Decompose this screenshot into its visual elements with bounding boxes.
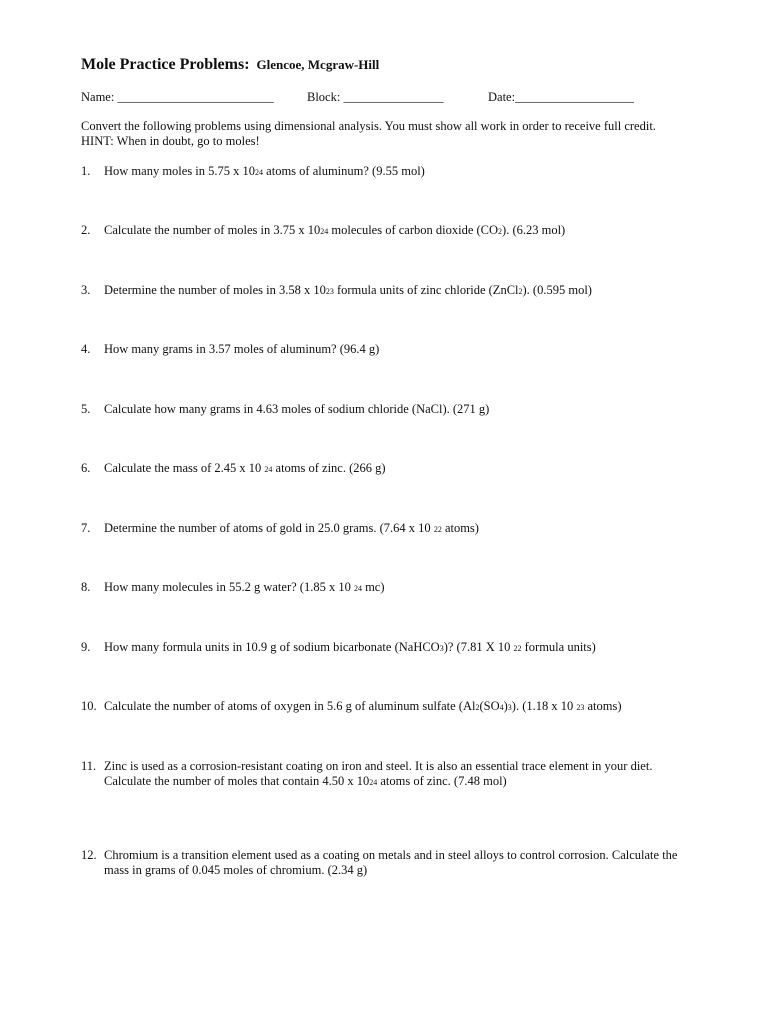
problem-text: Calculate how many grams in 4.63 moles of sodium chloride (NaCl). (271 g) bbox=[104, 402, 490, 416]
problem-number: 3. bbox=[81, 283, 91, 297]
problem-text: How many molecules in 55.2 g water? (1.85 x 10 24 mc) bbox=[104, 580, 385, 594]
problem-number: 1. bbox=[81, 164, 91, 178]
problem-number: 2. bbox=[81, 223, 91, 237]
problem-number: 4. bbox=[81, 342, 91, 356]
block-field: Block: ________________ bbox=[307, 90, 444, 104]
problem-text-line1: Chromium is a transition element used as a coating on metals and in steel alloys to control corrosion. Calculate the bbox=[104, 848, 678, 862]
problem-number: 11. bbox=[81, 759, 97, 773]
problem-text: How many grams in 3.57 moles of aluminum? (96.4 g) bbox=[104, 342, 380, 356]
worksheet-title bbox=[81, 56, 379, 74]
problem-text: Determine the number of atoms of gold in 25.0 grams. (7.64 x 10 22 atoms) bbox=[104, 521, 479, 535]
page-title: Mole Practice Problems: bbox=[81, 56, 250, 73]
problem-text: How many moles in 5.75 x 1024 atoms of aluminum? (9.55 mol) bbox=[104, 164, 425, 178]
instructions-hint: HINT: When in doubt, go to moles! bbox=[81, 134, 260, 148]
problem-text-line1: Zinc is used as a corrosion-resistant coating on iron and steel. It is also an essential trace element in your diet. bbox=[104, 759, 653, 773]
problem-number: 7. bbox=[81, 521, 91, 535]
problem-number: 8. bbox=[81, 580, 91, 594]
problem-text: Calculate the mass of 2.45 x 10 24 atoms of zinc. (266 g) bbox=[104, 461, 386, 475]
problem-number: 10. bbox=[81, 699, 97, 713]
name-field: Name: _________________________ bbox=[81, 90, 274, 104]
page-subtitle: Glencoe, Mcgraw-Hill bbox=[256, 57, 380, 72]
problem-number: 9. bbox=[81, 640, 91, 654]
problem-text: Calculate the number of atoms of oxygen in 5.6 g of aluminum sulfate (Al2(SO4)3). (1.18 x 10 23 atoms) bbox=[104, 699, 622, 713]
problem-text: Determine the number of moles in 3.58 x 1023 formula units of zinc chloride (ZnCl2). (0.595 mol) bbox=[104, 283, 592, 297]
problem-text-line2: mass in grams of 0.045 moles of chromium. (2.34 g) bbox=[104, 863, 368, 877]
problem-text-line2: Calculate the number of moles that contain 4.50 x 1024 atoms of zinc. (7.48 mol) bbox=[104, 774, 507, 788]
problem-text: How many formula units in 10.9 g of sodium bicarbonate (NaHCO3)? (7.81 X 10 22 formula units) bbox=[104, 640, 596, 654]
problem-number: 12. bbox=[81, 848, 97, 862]
date-field: Date:___________________ bbox=[488, 90, 634, 104]
instructions-line1: Convert the following problems using dimensional analysis. You must show all work in order to receive full credit. bbox=[81, 119, 656, 133]
problem-text: Calculate the number of moles in 3.75 x 1024 molecules of carbon dioxide (CO2). (6.23 mol) bbox=[104, 223, 566, 237]
problem-number: 6. bbox=[81, 461, 91, 475]
problem-number: 5. bbox=[81, 402, 91, 416]
